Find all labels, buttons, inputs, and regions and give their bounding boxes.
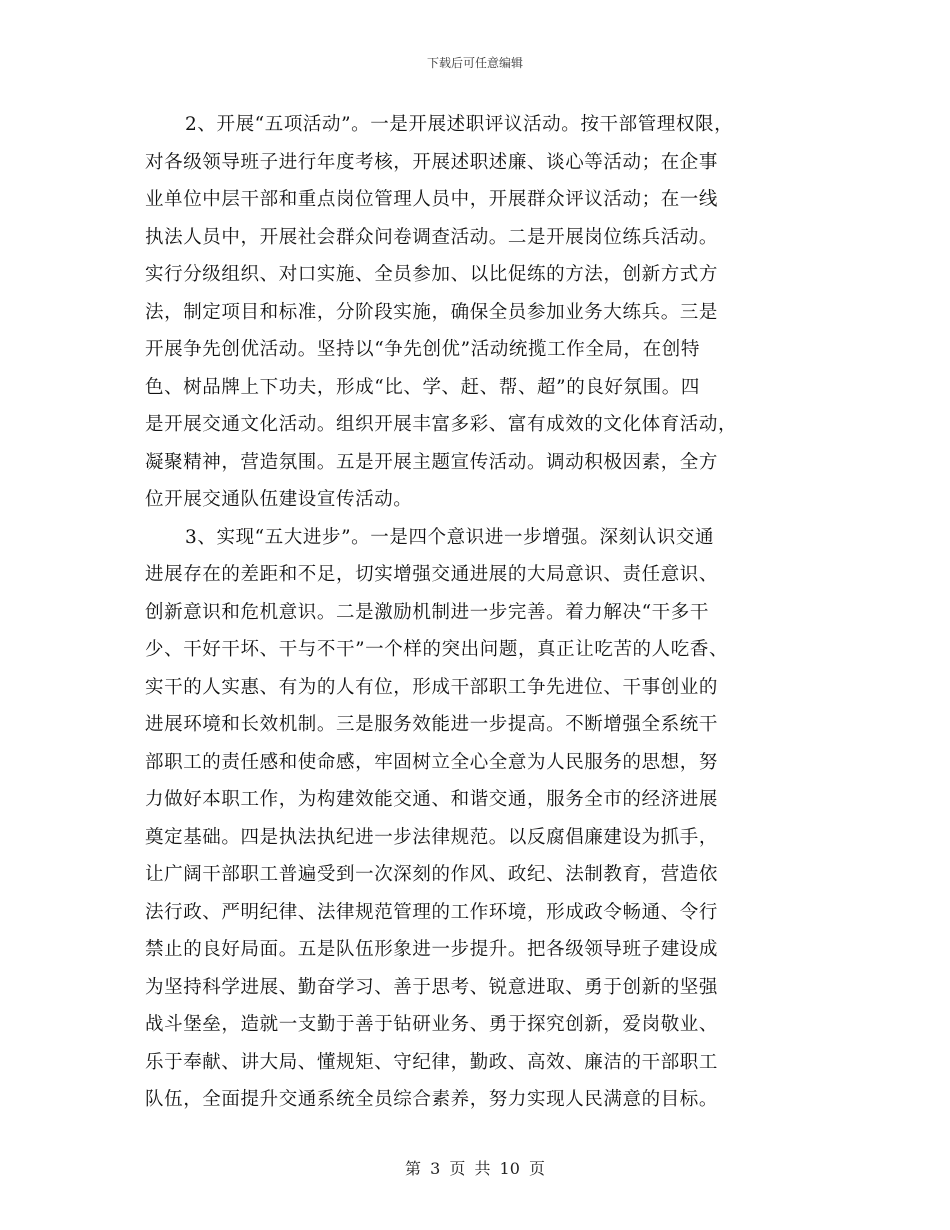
text-line: 禁止的良好局面。五是队伍形象进一步提升。把各级领导班子建设成 bbox=[145, 939, 719, 960]
paragraph-five-activities bbox=[145, 106, 825, 519]
text-line: 实干的人实惠、有为的人有位，形成干部职工争先进位、干事创业的 bbox=[145, 676, 719, 698]
text-line: 让广阔干部职工普遍受到一次深刻的作风、政纪、法制教育，营造依 bbox=[145, 864, 719, 885]
text-line: 是开展交通文化活动。组织开展丰富多彩、富有成效的文化体育活动， bbox=[145, 414, 738, 435]
text-line: 奠定基础。四是执法执纪进一步法律规范。以反腐倡廉建设为抓手， bbox=[145, 826, 719, 848]
text-line: 法行政、严明纪律、法律规范管理的工作环境，形成政令畅通、令行 bbox=[145, 901, 719, 923]
text-line: 力做好本职工作，为构建效能交通、和谐交通，服务全市的经济进展 bbox=[145, 789, 719, 810]
text-line: 进展环境和长效机制。三是服务效能进一步提高。不断增强全系统干 bbox=[145, 714, 719, 735]
document-body bbox=[145, 106, 825, 1119]
text-line: 实行分级组织、对口实施、全员参加、以比促练的方法，创新方式方 bbox=[145, 264, 719, 285]
text-line: 创新意识和危机意识。二是激励机制进一步完善。着力解决“干多干 bbox=[145, 601, 709, 623]
text-line: 为坚持科学进展、勤奋学习、善于思考、锐意进取、勇于创新的坚强 bbox=[145, 976, 719, 998]
text-line: 3、实现“五大进步”。一是四个意识进一步增强。深刻认识交通 bbox=[185, 526, 715, 548]
text-line: 进展存在的差距和不足，切实增强交通进展的大局意识、责任意识、 bbox=[145, 564, 719, 585]
text-line: 开展争先创优活动。坚持以“争先创优”活动统揽工作全局，在创特 bbox=[145, 339, 700, 360]
text-line: 执法人员中，开展社会群众问卷调查活动。二是开展岗位练兵活动。 bbox=[145, 226, 719, 248]
page-header-note: 下载后可任意编辑 bbox=[426, 56, 523, 70]
text-line: 部职工的责任感和使命感，牢固树立全心全意为人民服务的思想，努 bbox=[145, 751, 719, 773]
text-line: 位开展交通队伍建设宣传活动。 bbox=[145, 489, 413, 510]
text-line: 业单位中层干部和重点岗位管理人员中，开展群众评议活动；在一线 bbox=[145, 189, 719, 210]
text-line: 色、树品牌上下功夫，形成“比、学、赶、帮、超”的良好氛围。四 bbox=[145, 376, 700, 398]
text-line: 队伍，全面提升交通系统全员综合素养，努力实现人民满意的目标。 bbox=[145, 1089, 719, 1110]
text-line: 乐于奉献、讲大局、懂规矩、守纪律，勤政、高效、廉洁的干部职工 bbox=[145, 1051, 719, 1073]
page-number-footer: 第 3 页 共 10 页 bbox=[405, 1159, 545, 1178]
text-line: 凝聚精神，营造氛围。五是开展主题宣传活动。调动积极因素，全方 bbox=[145, 451, 719, 473]
text-line: 少、干好干坏、干与不干”一个样的突出问题，真正让吃苦的人吃香、 bbox=[145, 639, 729, 660]
text-line: 2、开展“五项活动”。一是开展述职评议活动。按干部管理权限， bbox=[185, 114, 734, 135]
text-line: 对各级领导班子进行年度考核，开展述职述廉、谈心等活动；在企事 bbox=[145, 151, 719, 173]
text-line: 法，制定项目和标准，分阶段实施，确保全员参加业务大练兵。三是 bbox=[145, 301, 719, 323]
paragraph-five-progress bbox=[145, 519, 825, 1119]
text-line: 战斗堡垒，造就一支勤于善于钻研业务、勇于探究创新，爱岗敬业、 bbox=[145, 1014, 719, 1035]
